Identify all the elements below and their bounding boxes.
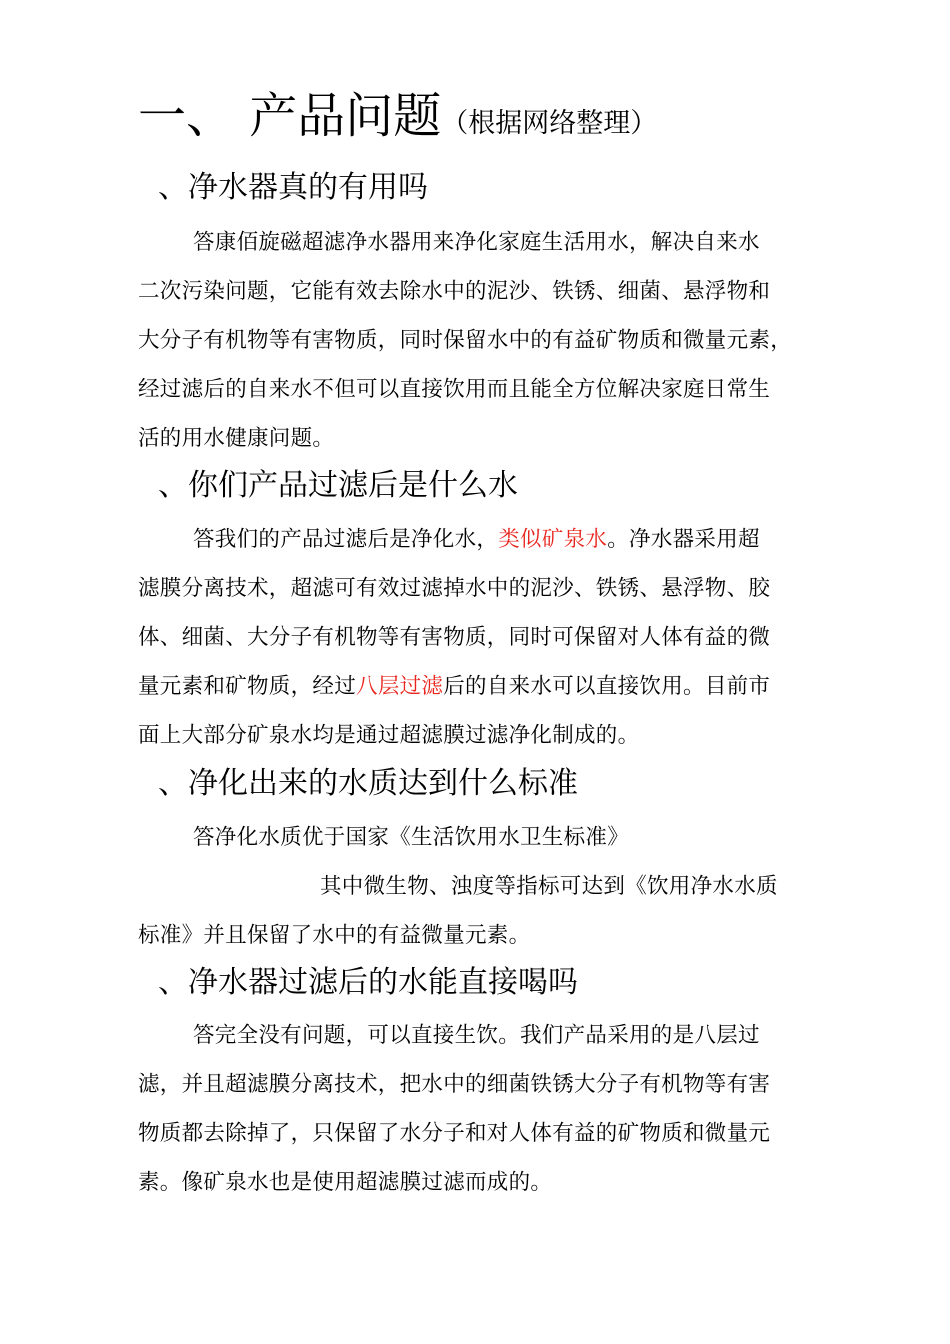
paragraph-line [138, 676, 770, 698]
paragraph-line: 答康佰旋磁超滤净水器用来净化家庭生活用水，解决自来水 [193, 230, 760, 255]
section-heading-2: 、你们产品过滤后是什么水 [158, 468, 518, 503]
highlight-text: 类似矿泉水 [498, 527, 608, 552]
paragraph-line: 活的用水健康问题。 [138, 426, 335, 451]
section-heading-3: 、净化出来的水质达到什么标准 [158, 766, 578, 801]
paragraph-line: 面上大部分矿泉水均是通过超滤膜过滤净化制成的。 [138, 723, 640, 748]
text-run: 量元素和矿物质，经过 [138, 674, 357, 699]
section-heading-1: 、净水器真的有用吗 [158, 170, 428, 205]
paragraph-line: 体、细菌、大分子有机物等有害物质，同时可保留对人体有益的微 [138, 625, 771, 650]
paragraph-line: 二次污染问题，它能有效去除水中的泥沙、铁锈、细菌、悬浮物和 [138, 279, 771, 304]
paragraph-line: 答净化水质优于国家《生活饮用水卫生标准》 [193, 825, 630, 850]
paragraph-line: 滤膜分离技术，超滤可有效过滤掉水中的泥沙、铁锈、悬浮物、胶 [138, 576, 771, 601]
paragraph-line: 答完全没有问题，可以直接生饮。我们产品采用的是八层过 [193, 1023, 760, 1048]
text-run: 后的自来水可以直接饮用。目前市 [443, 674, 771, 699]
text-run: 答我们的产品过滤后是净化水， [193, 527, 499, 552]
paragraph-line: 经过滤后的自来水不但可以直接饮用而且能全方位解决家庭日常生 [138, 377, 771, 402]
title-subtitle: （根据网络整理） [441, 108, 658, 139]
paragraph-line: 滤，并且超滤膜分离技术，把水中的细菌铁锈大分子有机物等有害 [138, 1072, 771, 1097]
text-run: 。净水器采用超 [607, 527, 760, 552]
title-main: 一、 产品问题 [138, 88, 442, 144]
section-heading-4: 、净水器过滤后的水能直接喝吗 [158, 965, 578, 1000]
highlight-text: 八层过滤 [356, 674, 444, 699]
paragraph-line: 素。像矿泉水也是使用超滤膜过滤而成的。 [138, 1170, 553, 1195]
page-title [138, 88, 658, 144]
paragraph-line: 标准》并且保留了水中的有益微量元素。 [138, 923, 531, 948]
paragraph-line: 其中微生物、浊度等指标可达到《饮用净水水质 [320, 874, 778, 899]
paragraph-line: 大分子有机物等有害物质，同时保留水中的有益矿物质和微量元素， [138, 328, 793, 353]
paragraph-line [193, 529, 760, 551]
paragraph-line: 物质都去除掉了，只保留了水分子和对人体有益的矿物质和微量元 [138, 1121, 771, 1146]
